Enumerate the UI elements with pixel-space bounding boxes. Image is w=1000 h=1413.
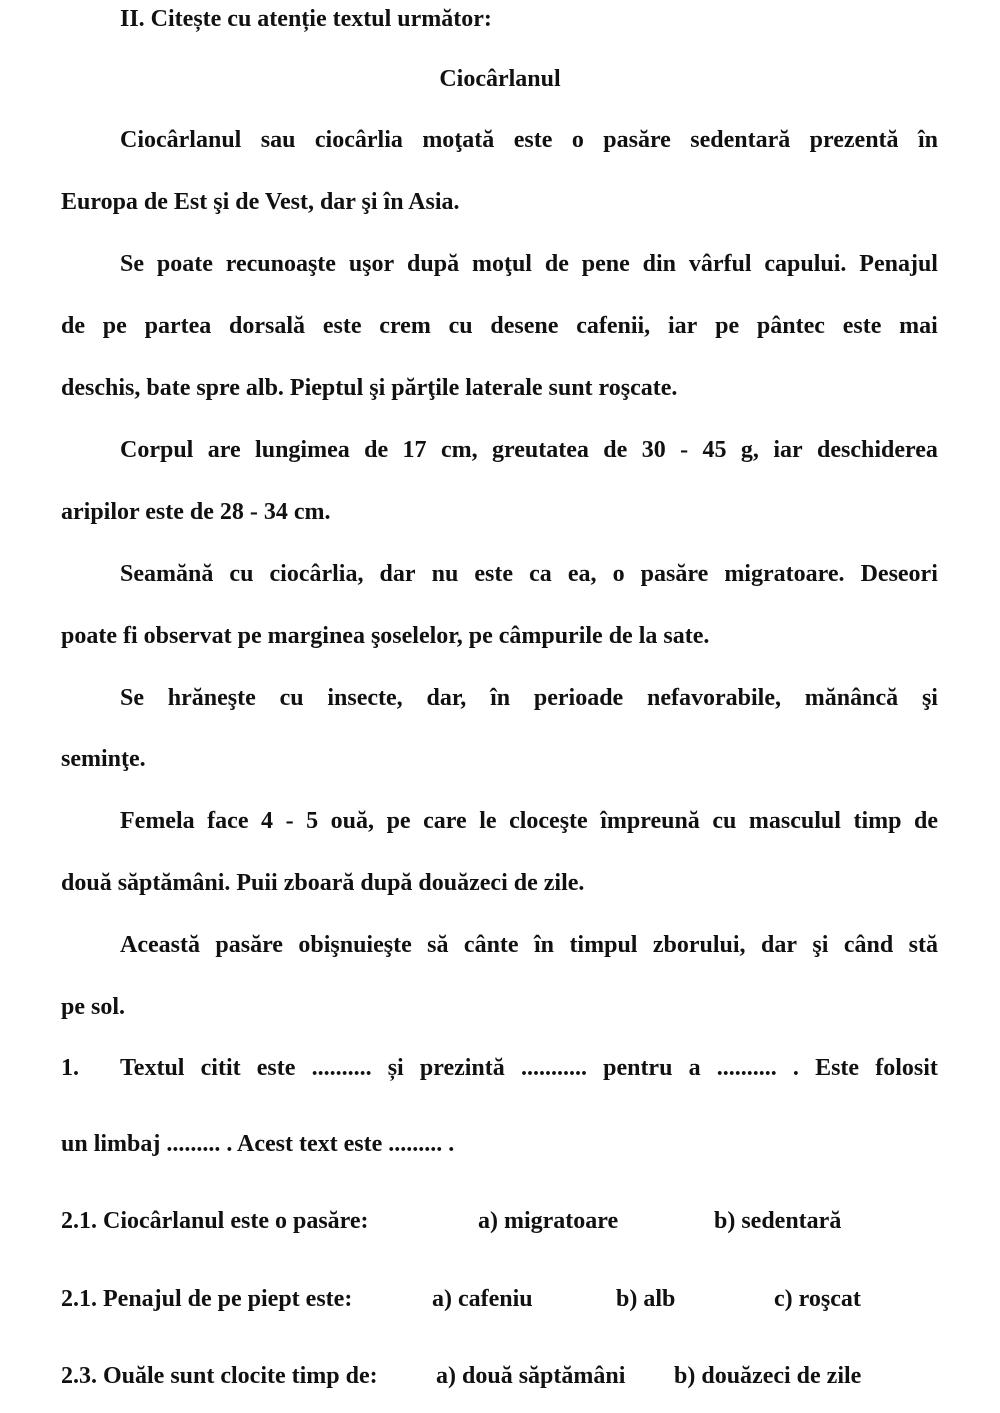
option-roscat[interactable]: c) roşcat [774, 1286, 861, 1312]
paragraph-2-line-2: de pe partea dorsală este crem cu desene cafenii, iar pe pântec este mai [61, 313, 938, 339]
question-2-2-label: 2.1. Penajul de pe piept este: [61, 1286, 353, 1312]
paragraph-5-line-1: Se hrăneşte cu insecte, dar, în perioade nefavorabile, mănâncă şi [120, 685, 938, 711]
option-cafeniu[interactable]: a) cafeniu [432, 1286, 533, 1312]
paragraph-1-line-1: Ciocârlanul sau ciocârlia moţată este o pasăre sedentară prezentă în [120, 127, 938, 153]
option-migratoare[interactable]: a) migratoare [478, 1208, 619, 1234]
paragraph-2-line-3: deschis, bate spre alb. Pieptul şi părţile laterale sunt roşcate. [61, 375, 678, 401]
paragraph-7-line-1: Această pasăre obişnuieşte să cânte în timpul zborului, dar şi când stă [120, 932, 938, 958]
paragraph-4-line-1: Seamănă cu ciocârlia, dar nu este ca ea, o pasăre migratoare. Deseori [120, 561, 938, 587]
question-1-number: 1. [61, 1055, 79, 1081]
paragraph-5-line-2: seminţe. [61, 746, 146, 772]
option-alb[interactable]: b) alb [616, 1286, 676, 1312]
paragraph-1-line-2: Europa de Est şi de Vest, dar şi în Asia. [61, 189, 460, 215]
option-sedentara[interactable]: b) sedentară [714, 1208, 842, 1234]
section-heading: II. Citește cu atenție textul următor: [120, 6, 492, 32]
question-1-line-1: Textul citit este .......... și prezintă ........... pentru a .......... . Este folosit [120, 1055, 938, 1081]
paragraph-6-line-2: două săptămâni. Puii zboară după douăzeci de zile. [61, 870, 585, 896]
paragraph-7-line-2: pe sol. [61, 994, 126, 1020]
paragraph-6-line-1: Femela face 4 - 5 ouă, pe care le cloceşte împreună cu masculul timp de [120, 808, 938, 834]
question-2-3-label: 2.3. Ouăle sunt clocite timp de: [61, 1363, 378, 1389]
blank-3[interactable]: .......... [716, 1055, 777, 1081]
blank-2[interactable]: ........... [520, 1055, 587, 1081]
question-1-line-2: un limbaj ......... . Acest text este ......... . [61, 1131, 455, 1157]
paragraph-4-line-2: poate fi observat pe marginea şoselelor, pe câmpurile de la sate. [61, 623, 710, 649]
option-douazeci-de-zile[interactable]: b) douăzeci de zile [674, 1363, 862, 1389]
text-title: Ciocârlanul [439, 66, 561, 92]
paragraph-3-line-1: Corpul are lungimea de 17 cm, greutatea de 30 - 45 g, iar deschiderea [120, 437, 938, 463]
blank-1[interactable]: .......... [311, 1055, 372, 1081]
option-doua-saptamani[interactable]: a) două săptămâni [436, 1363, 626, 1389]
paragraph-2-line-1: Se poate recunoaşte uşor după moţul de pene din vârful capului. Penajul [120, 251, 938, 277]
paragraph-3-line-2: aripilor este de 28 - 34 cm. [61, 499, 331, 525]
question-2-1-label: 2.1. Ciocârlanul este o pasăre: [61, 1208, 369, 1234]
